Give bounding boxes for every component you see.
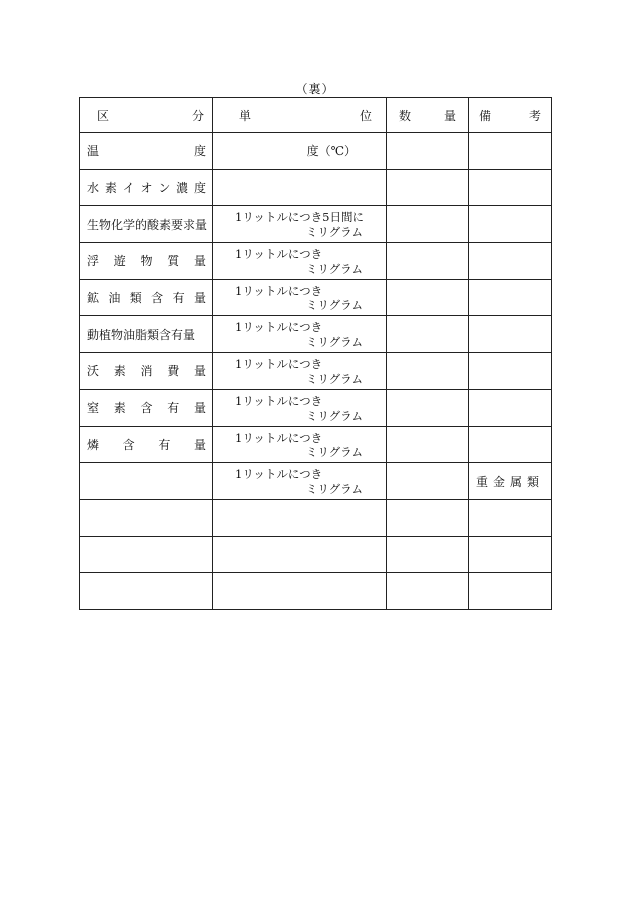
quantity-cell[interactable] xyxy=(387,169,469,206)
header-remarks-char: 備 xyxy=(479,108,492,123)
unit-line2: ミリグラム xyxy=(305,481,363,496)
header-unit-char: 単 xyxy=(239,108,252,123)
unit-cell xyxy=(213,536,387,573)
category-label xyxy=(80,216,212,233)
table-row xyxy=(80,206,552,243)
category-char: 窒 xyxy=(87,401,100,416)
category-char: 素 xyxy=(113,401,126,416)
category-cell xyxy=(80,133,213,170)
unit-text xyxy=(213,390,386,426)
category-char: 温 xyxy=(87,144,100,159)
unit-cell xyxy=(213,316,387,353)
table-row xyxy=(80,499,552,536)
remarks-text: 重金属類 xyxy=(475,474,544,489)
category-label xyxy=(80,362,212,379)
category-char: 有 xyxy=(172,291,185,306)
unit-cell xyxy=(213,389,387,426)
table-row xyxy=(80,573,552,610)
remarks-cell[interactable] xyxy=(469,573,552,610)
category-label xyxy=(80,436,212,453)
unit-line1: 1リットルにつき xyxy=(235,283,323,298)
unit-text xyxy=(213,243,386,279)
category-char: オ xyxy=(140,181,153,196)
category-cell xyxy=(80,463,213,500)
quantity-cell[interactable] xyxy=(387,389,469,426)
category-cell xyxy=(80,243,213,280)
category-char: 含 xyxy=(151,291,164,306)
category-cell xyxy=(80,279,213,316)
unit-cell xyxy=(213,206,387,243)
category-char: 素 xyxy=(113,364,126,379)
remarks-cell[interactable] xyxy=(469,499,552,536)
category-char: イ xyxy=(122,181,135,196)
category-label xyxy=(80,252,212,269)
category-char: 費 xyxy=(167,364,180,379)
category-char: 量 xyxy=(193,364,206,379)
page-side-label: （裏） xyxy=(295,82,335,96)
category-char: 遊 xyxy=(113,254,126,269)
header-category-char: 区 xyxy=(97,108,110,123)
unit-cell xyxy=(213,499,387,536)
measurement-table xyxy=(79,97,552,610)
header-quantity-char: 数 xyxy=(399,108,412,123)
category-char: 消 xyxy=(140,364,153,379)
category-cell xyxy=(80,573,213,610)
unit-cell xyxy=(213,243,387,280)
quantity-cell[interactable] xyxy=(387,316,469,353)
category-char: 鉱 xyxy=(87,291,100,306)
category-label xyxy=(80,289,212,306)
category-char: 燐 xyxy=(87,437,100,452)
unit-line1: 1リットルにつき5日間に xyxy=(235,210,364,225)
category-char: 類 xyxy=(129,291,142,306)
table-row xyxy=(80,463,552,500)
quantity-cell[interactable] xyxy=(387,206,469,243)
category-char: 有 xyxy=(158,437,171,452)
table-row xyxy=(80,279,552,316)
category-char: 物 xyxy=(140,254,153,269)
quantity-cell[interactable] xyxy=(387,279,469,316)
quantity-cell[interactable] xyxy=(387,499,469,536)
remarks-cell[interactable] xyxy=(469,353,552,390)
category-char: 含 xyxy=(122,437,135,452)
unit-line2: ミリグラム xyxy=(305,445,363,460)
table-row xyxy=(80,133,552,170)
quantity-cell[interactable] xyxy=(387,426,469,463)
category-char: 浮 xyxy=(87,254,100,269)
unit-cell xyxy=(213,463,387,500)
category-cell xyxy=(80,389,213,426)
quantity-cell[interactable] xyxy=(387,463,469,500)
table-row xyxy=(80,316,552,353)
category-char: 量 xyxy=(193,254,206,269)
unit-cell xyxy=(213,573,387,610)
category-char: 量 xyxy=(193,291,206,306)
category-char: 沃 xyxy=(87,364,100,379)
category-char: 濃 xyxy=(176,181,189,196)
table-row xyxy=(80,169,552,206)
table-row xyxy=(80,243,552,280)
quantity-cell[interactable] xyxy=(387,353,469,390)
unit-line2: ミリグラム xyxy=(305,261,363,276)
unit-line2: ミリグラム xyxy=(305,298,363,313)
unit-text xyxy=(213,427,386,463)
category-char: 度 xyxy=(193,144,206,159)
quantity-cell[interactable] xyxy=(387,133,469,170)
category-char: 質 xyxy=(167,254,180,269)
header-remarks xyxy=(469,98,552,133)
unit-line2: ミリグラム xyxy=(305,225,363,240)
remarks-cell[interactable] xyxy=(469,206,552,243)
category-char: 素 xyxy=(104,181,117,196)
header-quantity xyxy=(387,98,469,133)
unit-line1: 1リットルにつき xyxy=(235,320,323,335)
unit-cell xyxy=(213,426,387,463)
header-category xyxy=(80,98,213,133)
unit-text xyxy=(213,316,386,352)
remarks-cell[interactable] xyxy=(469,536,552,573)
table-row xyxy=(80,426,552,463)
unit-cell xyxy=(213,279,387,316)
unit-text xyxy=(213,353,386,389)
table-row xyxy=(80,353,552,390)
category-char: 量 xyxy=(193,401,206,416)
category-label xyxy=(80,326,212,343)
category-char: 含 xyxy=(140,401,153,416)
quantity-cell[interactable] xyxy=(387,243,469,280)
unit-line2: ミリグラム xyxy=(305,408,363,423)
category-cell xyxy=(80,499,213,536)
unit-line1: 1リットルにつき xyxy=(235,430,323,445)
category-char: 動植物油脂類含有量 xyxy=(87,327,196,342)
remarks-cell[interactable] xyxy=(469,426,552,463)
unit-line2: ミリグラム xyxy=(305,335,363,350)
unit-line1: 1リットルにつき xyxy=(235,467,323,482)
remarks-cell[interactable] xyxy=(469,389,552,426)
category-char: 油 xyxy=(108,291,121,306)
unit-cell xyxy=(213,353,387,390)
quantity-cell[interactable] xyxy=(387,536,469,573)
header-quantity-char: 量 xyxy=(443,108,456,123)
header-row xyxy=(80,98,552,133)
remarks-cell[interactable] xyxy=(469,316,552,353)
category-char: ン xyxy=(158,181,171,196)
category-cell xyxy=(80,206,213,243)
header-category-char: 分 xyxy=(191,108,204,123)
category-label xyxy=(80,179,212,196)
header-remarks-char: 考 xyxy=(528,108,541,123)
table-row xyxy=(80,536,552,573)
category-char: 水 xyxy=(87,181,100,196)
unit-text xyxy=(213,463,386,499)
header-unit-char: 位 xyxy=(359,108,372,123)
table-row xyxy=(80,389,552,426)
remarks-cell[interactable] xyxy=(469,169,552,206)
category-char: 生物化学的酸素要求量 xyxy=(87,217,208,232)
category-cell xyxy=(80,536,213,573)
category-cell xyxy=(80,353,213,390)
category-cell xyxy=(80,426,213,463)
unit-line1: 1リットルにつき xyxy=(235,393,323,408)
unit-cell xyxy=(213,133,387,170)
category-char: 有 xyxy=(167,401,180,416)
category-label xyxy=(80,142,212,159)
remarks-cell[interactable] xyxy=(469,463,552,500)
unit-text xyxy=(213,206,386,242)
unit-line1: 1リットルにつき xyxy=(235,357,323,372)
remarks-cell[interactable] xyxy=(469,133,552,170)
unit-cell xyxy=(213,169,387,206)
remarks-cell[interactable] xyxy=(469,279,552,316)
remarks-cell[interactable] xyxy=(469,243,552,280)
unit-text xyxy=(213,280,386,316)
unit-text: 度（℃） xyxy=(306,144,356,159)
category-label xyxy=(80,399,212,416)
category-cell xyxy=(80,316,213,353)
quantity-cell[interactable] xyxy=(387,573,469,610)
category-cell xyxy=(80,169,213,206)
unit-line2: ミリグラム xyxy=(305,371,363,386)
category-char: 量 xyxy=(193,437,206,452)
category-char: 度 xyxy=(193,181,206,196)
header-unit xyxy=(213,98,387,133)
unit-line1: 1リットルにつき xyxy=(235,247,323,262)
